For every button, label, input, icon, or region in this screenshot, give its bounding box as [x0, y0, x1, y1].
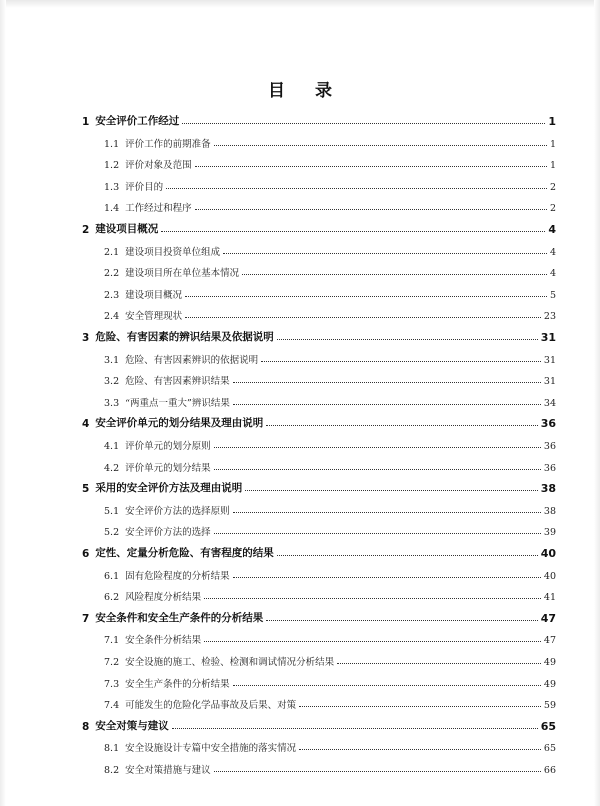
toc-entry-number: 2	[82, 224, 90, 236]
toc-page-number: 65	[543, 743, 556, 755]
toc-page-number: 39	[543, 527, 556, 539]
toc-entry-number: 6	[82, 548, 90, 560]
toc-entry-title: 安全管理现状	[125, 311, 183, 323]
toc-page-number: 1	[549, 160, 556, 172]
toc-entry-title: 安全设施的施工、检验、检测和调试情况分析结果	[125, 657, 335, 668]
toc-leader-dots	[277, 338, 538, 340]
toc-page-number: 38	[543, 505, 556, 517]
toc-entry-title: 风险程度分析结果	[125, 592, 202, 604]
toc-leader-dots	[266, 424, 537, 426]
toc-entry-title: 评价目的	[125, 181, 164, 193]
toc-entry-title: 建设项目概况	[125, 289, 183, 301]
toc-entry-number: 6.2	[104, 592, 120, 604]
toc-leader-dots	[245, 489, 537, 491]
toc-entry-number: 1.4	[104, 203, 120, 215]
toc-entry-number: 4	[82, 418, 90, 431]
toc-leader-dots	[214, 446, 541, 448]
toc-entry-title: 安全条件分析结果	[125, 635, 202, 647]
toc-entry-number: 5.1	[104, 505, 120, 517]
toc-entry-title: 固有危险程度的分析结果	[125, 570, 230, 582]
toc-leader-dots	[204, 597, 541, 599]
toc-entry-number: 5.2	[104, 527, 120, 539]
toc-section-row[interactable]	[104, 198, 556, 214]
toc-section-row[interactable]	[104, 350, 556, 366]
toc-leader-dots	[166, 187, 547, 189]
toc-entry-title: 安全对策措施与建议	[125, 765, 211, 776]
toc-entry-title: 建设项目概况	[95, 223, 159, 235]
toc-section-row[interactable]	[104, 155, 556, 171]
toc-entry-number: 2.2	[104, 268, 120, 280]
toc-page-number: 49	[543, 678, 556, 690]
toc-chapter-row[interactable]	[82, 328, 556, 344]
toc-section-row[interactable]	[104, 436, 556, 452]
toc-entry-title: 评价单元的划分结果	[125, 462, 211, 474]
toc-entry-number: 4.2	[104, 462, 120, 474]
toc-entry-title: 可能发生的危险化学品事故及后果、对策	[125, 700, 297, 712]
toc-entry-title: 安全条件和安全生产条件的分析结果	[95, 611, 264, 624]
toc-section-row[interactable]	[104, 587, 556, 603]
toc-page-number: 59	[543, 700, 556, 712]
toc-entry-number: 3.3	[104, 397, 120, 409]
toc-page-number: 2	[549, 203, 556, 215]
toc-entry-number: 2.1	[104, 246, 120, 258]
toc-entry-number: 6.1	[104, 570, 120, 582]
toc-page-number: 5	[549, 289, 556, 301]
toc-entry-title: 采用的安全评价方法及理由说明	[95, 482, 243, 495]
toc-leader-dots	[277, 554, 538, 556]
toc-page-number: 36	[543, 462, 556, 474]
toc-entry-title: 危险、有害因素的辨识结果及依据说明	[95, 331, 274, 343]
toc-leader-dots	[214, 468, 541, 470]
toc-entry-number: 7.4	[104, 700, 120, 712]
toc-section-row[interactable]	[104, 393, 556, 409]
toc-entry-title: 安全评价工作经过	[95, 115, 180, 127]
toc-section-row[interactable]	[104, 760, 556, 776]
toc-leader-dots	[204, 640, 541, 642]
toc-section-row[interactable]	[104, 371, 556, 387]
toc-section-row[interactable]	[104, 501, 556, 517]
toc-section-row[interactable]	[104, 652, 556, 668]
toc-entry-number: 1.3	[104, 181, 120, 193]
toc-leader-dots	[233, 684, 541, 686]
toc-section-row[interactable]	[104, 285, 556, 301]
toc-page-number: 47	[540, 611, 556, 625]
toc-entry-title: 评价单元的划分原则	[125, 441, 211, 452]
toc-section-row[interactable]	[104, 306, 556, 322]
toc-page-number: 1	[549, 138, 556, 150]
toc-section-row[interactable]	[104, 134, 556, 150]
toc-section-row[interactable]	[104, 522, 556, 538]
toc-chapter-row[interactable]	[82, 220, 556, 236]
toc-section-row[interactable]	[104, 738, 556, 754]
toc-entry-number: 8.1	[104, 743, 120, 755]
toc-leader-dots	[233, 511, 541, 513]
toc-leader-dots	[299, 748, 541, 750]
toc-entry-number: 1	[82, 116, 90, 128]
page-left-edge	[0, 0, 6, 806]
toc-entry-number: 7.3	[104, 678, 120, 690]
toc-leader-dots	[185, 316, 541, 318]
toc-page-number: 31	[543, 354, 556, 366]
toc-leader-dots	[185, 295, 547, 297]
toc-leader-dots	[195, 165, 547, 167]
toc-entry-title: 建设项目投资单位组成	[125, 246, 221, 258]
toc-entry-title: 评价工作的前期准备	[125, 138, 211, 150]
toc-leader-dots	[233, 576, 541, 578]
page-right-edge	[594, 0, 600, 806]
toc-page-number: 40	[540, 547, 556, 560]
toc-entry-title: “两重点一重大”辨识结果	[125, 397, 230, 409]
toc-chapter-row[interactable]	[82, 544, 556, 560]
toc-entry-title: 安全评价单元的划分结果及理由说明	[95, 417, 264, 430]
toc-section-row[interactable]	[104, 566, 556, 582]
toc-leader-dots	[261, 360, 541, 362]
toc-page-number: 34	[543, 397, 556, 409]
toc-entry-title: 安全评价方法的选择	[125, 527, 211, 539]
toc-entry-number: 1.1	[104, 138, 120, 150]
toc-page-number: 36	[543, 441, 556, 452]
toc-entry-number: 2.4	[104, 311, 120, 323]
toc-section-row[interactable]	[104, 695, 556, 711]
toc-leader-dots	[299, 705, 541, 707]
toc-page-number: 40	[543, 570, 556, 582]
toc-leader-dots	[172, 727, 538, 729]
toc-chapter-row[interactable]	[82, 479, 556, 495]
page-top-edge	[0, 0, 600, 8]
toc-leader-dots	[195, 208, 547, 210]
toc-leader-dots	[214, 532, 541, 534]
toc-entry-number: 7.1	[104, 635, 120, 647]
toc-entry-number: 7.2	[104, 657, 120, 668]
toc-entry-number: 2.3	[104, 289, 120, 301]
toc-leader-dots	[161, 230, 545, 232]
toc-entry-number: 3.2	[104, 376, 120, 388]
toc-leader-dots	[233, 403, 541, 405]
toc-leader-dots	[266, 619, 537, 621]
toc-entry-number: 8.2	[104, 765, 120, 776]
toc-page-number: 2	[549, 181, 556, 193]
toc-page-number: 1	[548, 115, 556, 128]
toc-page-number: 4	[549, 268, 556, 280]
toc-entry-number: 4.1	[104, 441, 120, 452]
toc-section-row[interactable]	[104, 242, 556, 258]
toc-chapter-row[interactable]	[82, 414, 556, 430]
toc-entry-number: 8	[82, 720, 90, 733]
toc-entry-number: 3	[82, 332, 90, 344]
toc-leader-dots	[214, 144, 547, 146]
toc-entry-title: 工作经过和程序	[125, 203, 192, 215]
toc-section-row[interactable]	[104, 674, 556, 690]
toc-entry-title: 安全对策与建议	[95, 719, 169, 732]
toc-page-number: 65	[540, 719, 556, 733]
toc-entry-title: 评价对象及范围	[125, 160, 192, 172]
toc-page-number: 41	[543, 592, 556, 604]
toc-section-row[interactable]	[104, 458, 556, 474]
toc-leader-dots	[233, 381, 541, 383]
toc-leader-dots	[337, 662, 541, 664]
toc-entry-title: 安全评价方法的选择原则	[125, 505, 230, 517]
toc-chapter-row[interactable]	[82, 717, 556, 733]
toc-page-number: 31	[540, 331, 556, 344]
toc-section-row[interactable]	[104, 630, 556, 646]
toc-chapter-row[interactable]	[82, 112, 556, 128]
toc-page-number: 4	[549, 246, 556, 258]
toc-leader-dots	[182, 122, 545, 124]
toc-page-number: 49	[543, 657, 556, 668]
toc-section-row[interactable]	[104, 177, 556, 193]
toc-page-number: 23	[543, 311, 556, 323]
toc-entry-title: 危险、有害因素辨识的依据说明	[125, 354, 259, 366]
toc-leader-dots	[214, 770, 541, 772]
toc-entry-number: 5	[82, 483, 90, 496]
toc-entry-number: 3.1	[104, 354, 120, 366]
toc-leader-dots	[242, 273, 547, 275]
toc-entry-title: 危险、有害因素辨识结果	[125, 376, 230, 388]
toc-entry-title: 建设项目所在单位基本情况	[125, 268, 240, 280]
page-title: 目 录	[268, 81, 344, 101]
toc-page-number: 4	[548, 223, 556, 236]
toc-entry-title: 安全生产条件的分析结果	[125, 678, 230, 690]
toc-page-number: 38	[540, 482, 556, 496]
toc-section-row[interactable]	[104, 263, 556, 279]
toc-page-number: 36	[540, 417, 556, 431]
toc-entry-number: 1.2	[104, 160, 120, 172]
toc-entry-title: 定性、定量分析危险、有害程度的结果	[95, 547, 274, 559]
toc-page-number: 31	[543, 376, 556, 388]
toc-entry-title: 安全设施设计专篇中安全措施的落实情况	[125, 743, 297, 755]
toc-chapter-row[interactable]	[82, 609, 556, 625]
toc-leader-dots	[223, 252, 547, 254]
toc-page-number: 66	[543, 765, 556, 776]
toc-page-number: 47	[543, 635, 556, 647]
toc-entry-number: 7	[82, 612, 90, 625]
